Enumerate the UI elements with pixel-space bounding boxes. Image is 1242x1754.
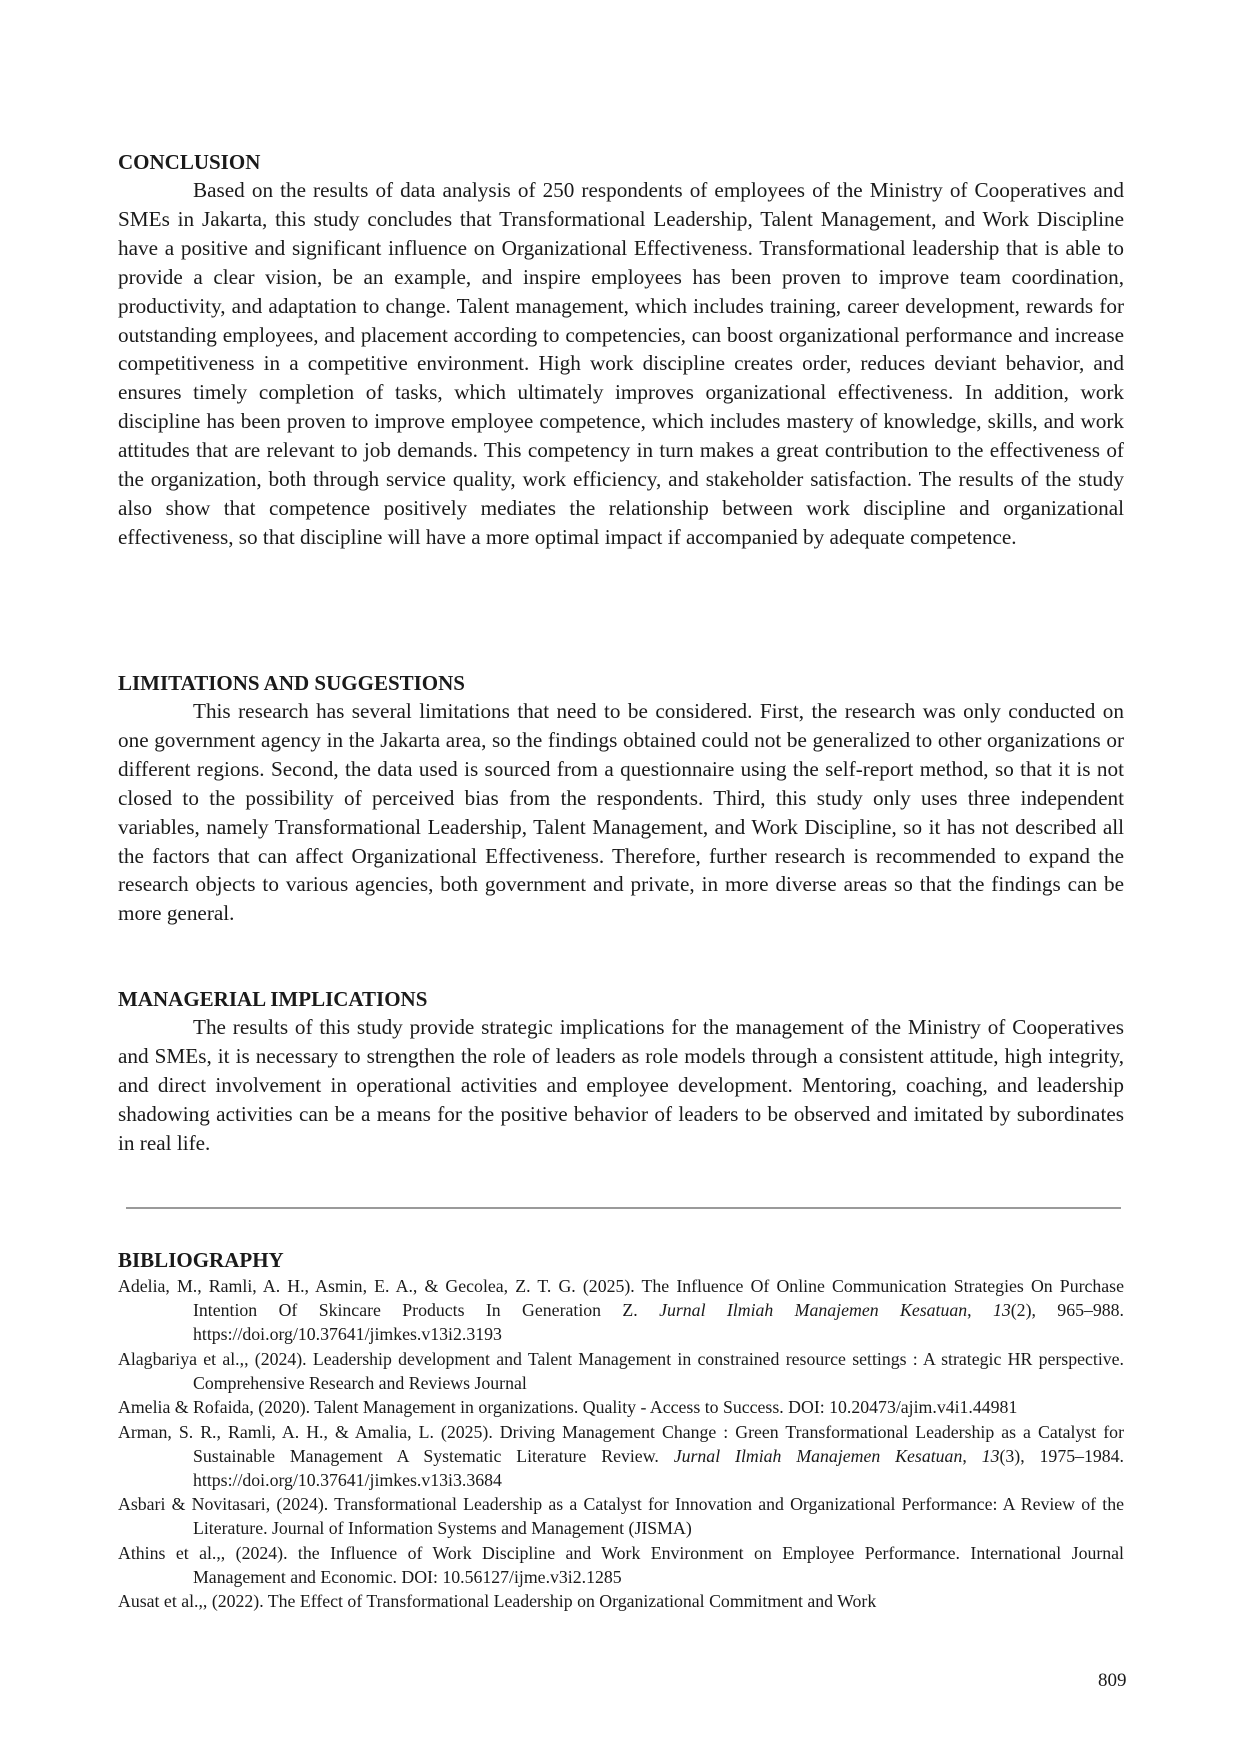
reference-item (118, 1420, 1124, 1492)
conclusion-section (118, 148, 1124, 552)
reference-volume: 13 (981, 1445, 1000, 1466)
limitations-paragraph: This research has several limitations that need to be considered. First, the research was only conducted on one government agency in the Jakarta area, so the findings obtained could not be generalized to other organizations or different regions. Second, the data used is sourced from a questionnaire using the self-report method, so that it is not closed to the possibility of perceived bias from the respondents. Third, this study only uses three independent variables, namely Transformational Leadership, Talent Management, and Work Discipline, so it has not described all the factors that can affect Organizational Effectiveness. Therefore, further research is recommended to expand the research objects to various agencies, both government and private, in more diverse areas so that the findings can be more general. (118, 699, 1124, 926)
reference-sep: , (962, 1445, 982, 1466)
page-number: 809 (1098, 1670, 1127, 1691)
reference-text: Athins et al.,, (2024). the Influence of Work Discipline and Work Environment on Employee Performance. International Journal Management and Economic. DOI: 10.56127/ijme.v3i2.1285 (118, 1542, 1124, 1587)
implications-section (118, 985, 1124, 1158)
reference-text: Alagbariya et al.,, (2024). Leadership development and Talent Management in constrained resource settings : A strategic HR perspective. Comprehensive Research and Reviews Journal (118, 1348, 1124, 1393)
reference-list (118, 1274, 1124, 1613)
implications-heading: MANAGERIAL IMPLICATIONS (118, 987, 428, 1011)
reference-item (118, 1274, 1124, 1346)
conclusion-paragraph: Based on the results of data analysis of 250 respondents of employees of the Ministry of Cooperatives and SMEs in Jakarta, this study concludes that Transformational Leadership, Talent Management, and Work Discipline have a positive and significant influence on Organizational Effectiveness. Transformational leadership that is able to provide a clear vision, be an example, and inspire employees has been proven to improve team coordination, productivity, and adaptation to change. Talent management, which includes training, career development, rewards for outstanding employees, and placement according to competencies, can boost organizational performance and increase competitiveness in a competitive environment. High work discipline creates order, reduces deviant behavior, and ensures timely completion of tasks, which ultimately improves organizational effectiveness. In addition, work discipline has been proven to improve employee competence, which includes mastery of knowledge, skills, and work attitudes that are relevant to job demands. This competency in turn makes a great contribution to the effectiveness of the organization, both through service quality, work efficiency, and stakeholder satisfaction. The results of the study also show that competence positively mediates the relationship between work discipline and organizational effectiveness, so that discipline will have a more optimal impact if accompanied by adequate competence. (118, 178, 1124, 549)
bibliography-section (118, 1246, 1124, 1614)
conclusion-heading: CONCLUSION (118, 150, 261, 174)
reference-item (118, 1492, 1124, 1540)
reference-text: Ausat et al.,, (2022). The Effect of Transformational Leadership on Organizational Commitment and Work (118, 1591, 877, 1611)
reference-journal: Jurnal Ilmiah Manajemen Kesatuan (659, 1300, 968, 1320)
reference-text: Adelia, M., Ramli, A. H., Asmin, E. A., & Gecolea, Z. T. G. (2025). The Influence Of Online Communication Strategies On Purchase Intention Of Skincare Products In Generation Z. (118, 1276, 1124, 1320)
reference-item (118, 1347, 1124, 1395)
reference-text: Asbari & Novitasari, (2024). Transformational Leadership as a Catalyst for Innovation and Organizational Performance: A Review of the Literature. Journal of Information Systems and Management (JISMA) (118, 1494, 1124, 1538)
reference-sep: , (967, 1300, 993, 1320)
reference-item (118, 1589, 1124, 1613)
reference-tail: (2), 965–988. https://doi.org/10.37641/jimkes.v13i2.3193 (193, 1300, 1124, 1344)
reference-text: Amelia & Rofaida, (2020). Talent Management in organizations. Quality - Access to Success. DOI: 10.20473/ajim.v4i1.44981 (118, 1397, 1018, 1417)
implications-paragraph: The results of this study provide strategic implications for the management of the Ministry of Cooperatives and SMEs, it is necessary to strengthen the role of leaders as role models through a consistent attitude, high integrity, and direct involvement in operational activities and employee development. Mentoring, coaching, and leadership shadowing activities can be a means for the positive behavior of leaders to be observed and imitated by subordinates in real life. (118, 1015, 1124, 1155)
reference-text: Arman, S. R., Ramli, A. H., & Amalia, L. (2025). Driving Management Change : Green Transformational Leadership as a Catalyst for Sustainable Management A Systematic Literature Review. (118, 1421, 1124, 1466)
section-divider (126, 1207, 1121, 1209)
limitations-heading: LIMITATIONS AND SUGGESTIONS (118, 671, 465, 695)
reference-journal: Jurnal Ilmiah Manajemen Kesatuan (673, 1445, 963, 1466)
bibliography-heading: BIBLIOGRAPHY (118, 1248, 284, 1272)
reference-item (118, 1541, 1124, 1589)
limitations-section (118, 669, 1124, 928)
reference-volume: 13 (992, 1300, 1011, 1320)
reference-item (118, 1395, 1124, 1419)
reference-tail: (3), 1975–1984. https://doi.org/10.37641/jimkes.v13i3.3684 (193, 1445, 1124, 1490)
